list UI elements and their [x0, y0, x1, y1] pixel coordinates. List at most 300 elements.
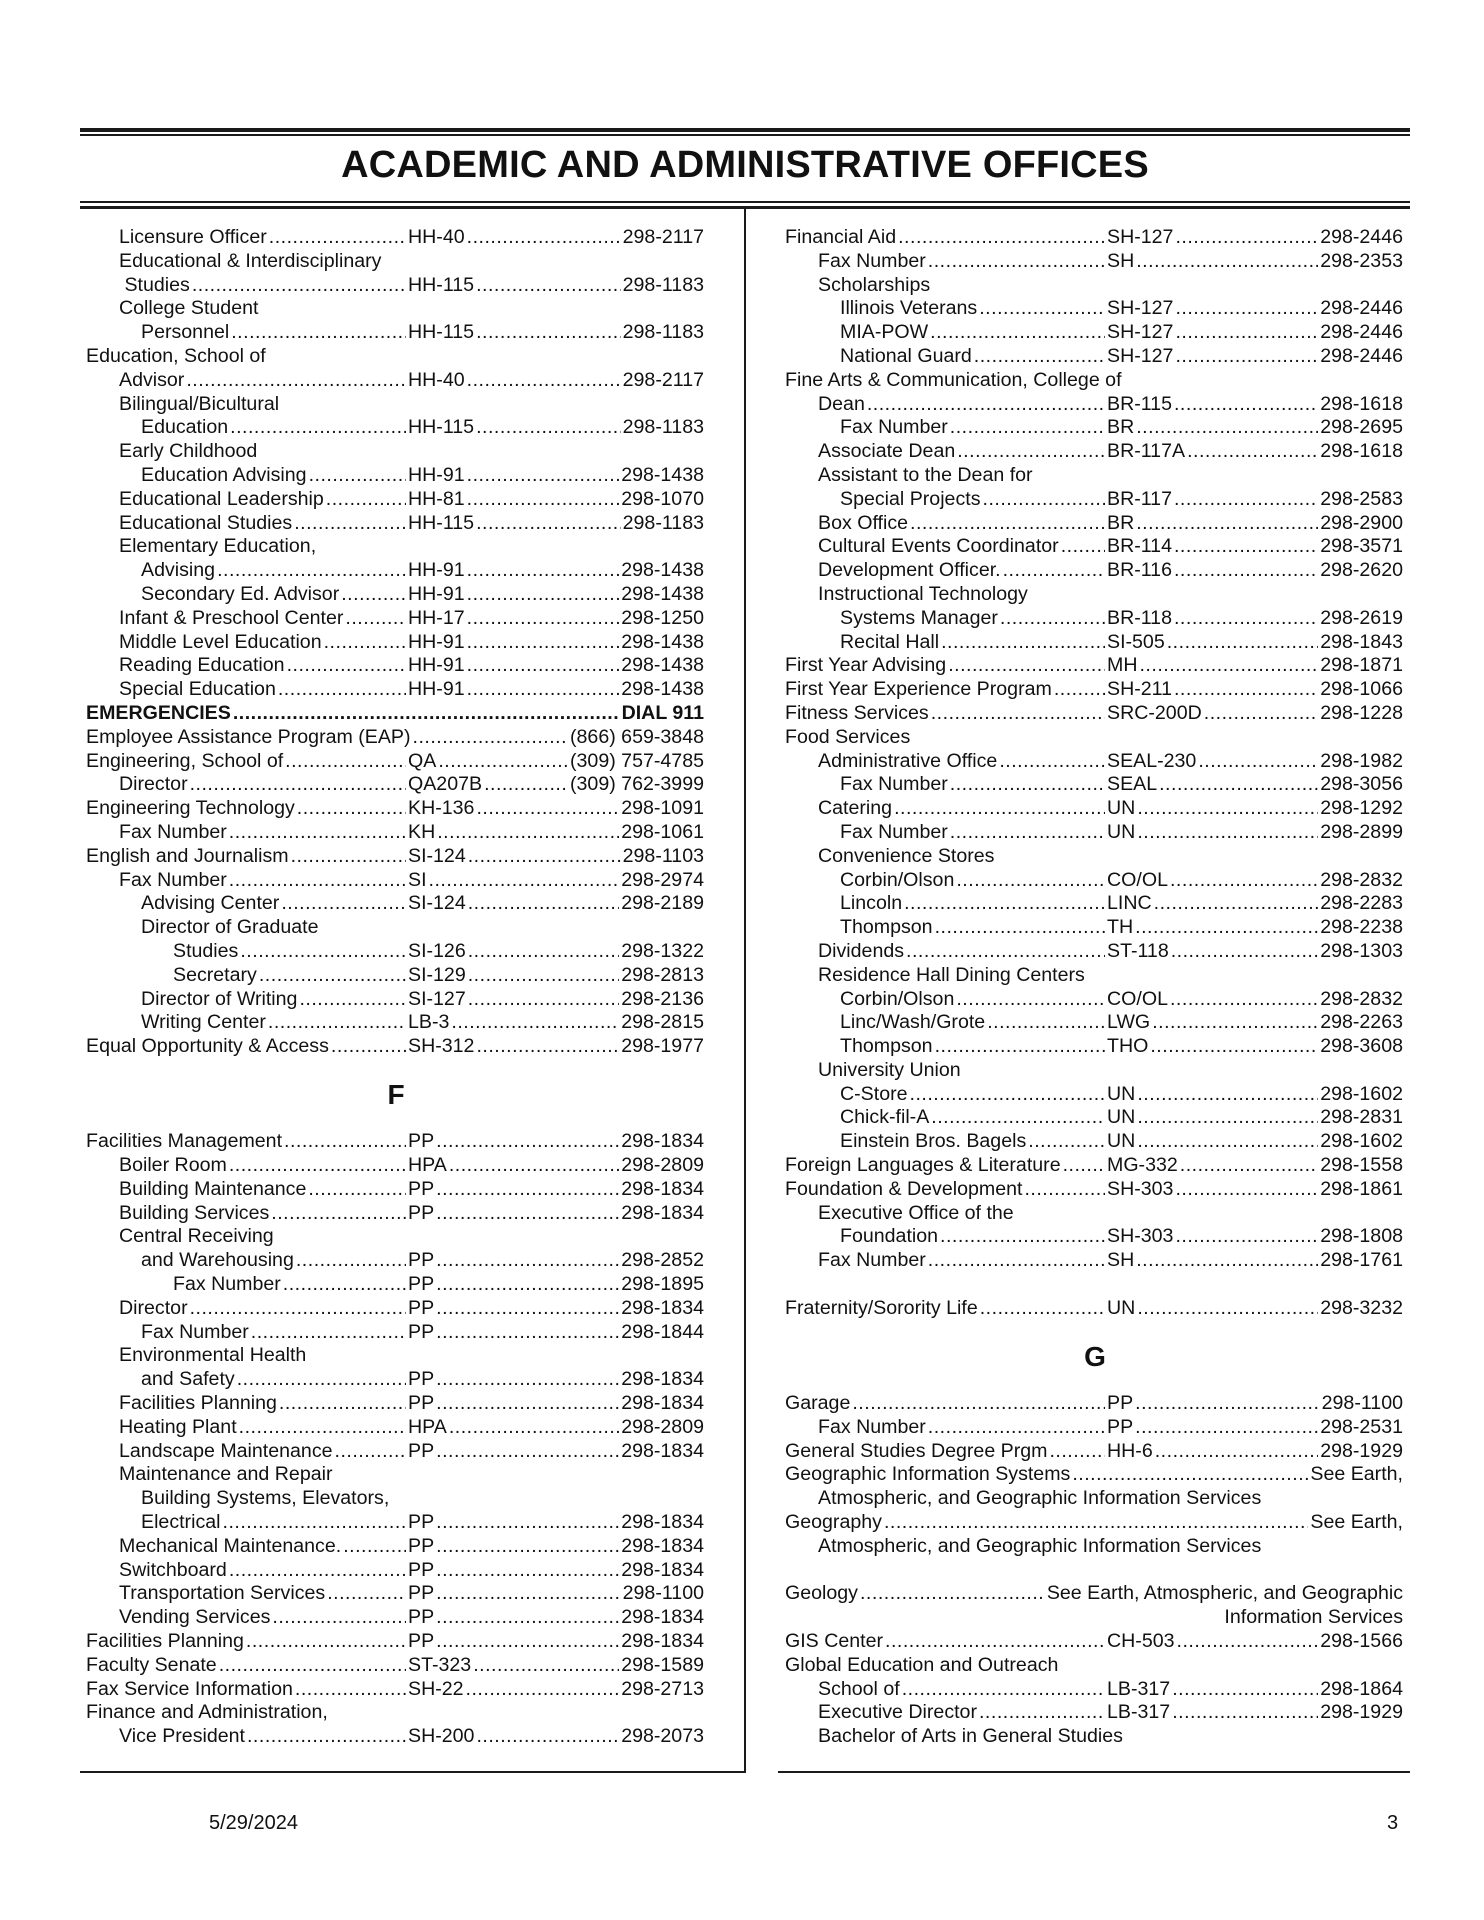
entry-phone: 298-1977: [621, 1035, 704, 1058]
directory-entry: [785, 1487, 1405, 1511]
entry-name: Engineering Technology: [86, 797, 295, 820]
entry-phone: 298-1834: [621, 1368, 704, 1391]
entry-phone: 298-1183: [622, 511, 704, 534]
entry-name: Advising: [141, 559, 216, 582]
entry-name: University Union: [818, 1058, 961, 1081]
entry-room: HH-115: [408, 273, 475, 296]
directory-entry: [86, 393, 706, 417]
dot-leader: [467, 369, 621, 393]
directory-entry: [785, 1011, 1405, 1035]
entry-phone: 298-1228: [1320, 701, 1403, 724]
directory-entry: [785, 940, 1405, 964]
dot-leader: [1063, 1154, 1105, 1178]
entry-name: Facilities Planning: [119, 1392, 277, 1415]
dot-leader: [272, 1606, 406, 1630]
directory-entry: [785, 1606, 1405, 1630]
directory-entry: [86, 1463, 706, 1487]
section-letter: G: [1084, 1340, 1106, 1372]
entry-room: LB-317: [1107, 1677, 1171, 1700]
directory-entry: [86, 1035, 706, 1059]
entry-room: CO/OL: [1107, 987, 1168, 1010]
entry-phone: 298-1303: [1320, 939, 1403, 962]
directory-entry: [785, 274, 1405, 298]
entry-name: Studies: [173, 939, 239, 962]
entry-phone: 298-1834: [621, 1130, 704, 1153]
entry-room: SI-124: [408, 892, 466, 915]
entry-room: UN: [1107, 1082, 1136, 1105]
entry-name: Mechanical Maintenance.: [119, 1534, 342, 1557]
entry-name: Convenience Stores: [818, 844, 995, 867]
dot-leader: [436, 1178, 619, 1202]
entry-phone: 298-1861: [1320, 1177, 1403, 1200]
entry-name: Secretary: [173, 963, 257, 986]
entry-room: SI-127: [408, 987, 466, 1010]
dot-leader: [928, 1416, 1105, 1440]
directory-entry: [785, 1059, 1405, 1083]
directory-entry: [86, 488, 706, 512]
dot-leader: [1135, 916, 1318, 940]
entry-phone: 298-2283: [1320, 892, 1403, 915]
dot-leader: [467, 631, 620, 655]
dot-leader: [476, 416, 621, 440]
dot-leader: [885, 1630, 1105, 1654]
directory-entry: [86, 1487, 706, 1511]
directory-entry: [785, 583, 1405, 607]
entry-name: Electrical: [141, 1511, 221, 1534]
entry-room: PP: [408, 1177, 435, 1200]
directory-entry: [86, 750, 706, 774]
directory-entry: [86, 1392, 706, 1416]
dot-leader: [343, 1535, 406, 1559]
entry-name: English and Journalism: [86, 844, 289, 867]
entry-name: Maintenance and Repair: [119, 1463, 333, 1486]
entry-room: LB-317: [1107, 1701, 1171, 1724]
entry-room: QA207B: [408, 773, 483, 796]
entry-phone: 298-1183: [622, 416, 704, 439]
entry-name: First Year Advising: [785, 654, 947, 677]
directory-entry: [785, 1392, 1405, 1416]
entry-phone: 298-2620: [1320, 559, 1403, 582]
directory-entry: [86, 1321, 706, 1345]
dot-leader: [904, 892, 1105, 916]
entry-name: Administrative Office: [818, 749, 998, 772]
directory-entry: [86, 607, 706, 631]
entry-room: HH-6: [1107, 1439, 1153, 1462]
directory-entry: [86, 226, 706, 250]
entry-name: Foundation & Development: [785, 1177, 1023, 1200]
entry-room: PP: [408, 1534, 435, 1557]
spacer: [785, 1273, 1405, 1297]
dot-leader: [1136, 512, 1318, 536]
directory-entry: [785, 773, 1405, 797]
dot-leader: [979, 297, 1105, 321]
dot-leader: [190, 773, 406, 797]
dot-leader: [467, 654, 620, 678]
page-title: ACADEMIC AND ADMINISTRATIVE OFFICES: [341, 144, 1149, 186]
dot-leader: [980, 1297, 1105, 1321]
entry-phone: 298-1761: [1320, 1249, 1403, 1272]
dot-leader: [476, 797, 619, 821]
entry-name: Licensure Officer: [119, 226, 267, 248]
spacer: [785, 1559, 1405, 1583]
dot-leader: [1171, 940, 1318, 964]
entry-phone: 298-2974: [621, 868, 704, 891]
directory-entry: [86, 1511, 706, 1535]
dot-leader: [233, 702, 620, 726]
entry-name: Fax Number: [840, 820, 948, 843]
right-directory-column: [785, 226, 1405, 1749]
directory-entry: [785, 750, 1405, 774]
directory-entry: [86, 1368, 706, 1392]
directory-entry: [785, 1725, 1405, 1749]
dot-leader: [468, 892, 619, 916]
directory-entry: [785, 869, 1405, 893]
dot-leader: [987, 1011, 1105, 1035]
entry-name: Educational Studies: [119, 511, 293, 534]
dot-leader: [436, 1606, 619, 1630]
entry-name: Early Childhood: [119, 440, 258, 463]
dot-leader: [476, 512, 621, 536]
dot-leader: [1137, 1083, 1318, 1107]
entry-name: Corbin/Olson: [840, 868, 955, 891]
directory-entry: [785, 321, 1405, 345]
entry-name: Geographic Information Systems: [785, 1463, 1071, 1486]
dot-leader: [467, 226, 621, 250]
entry-name: Geography: [785, 1511, 882, 1534]
entry-room: SH-127: [1107, 226, 1174, 248]
directory-entry: [785, 1582, 1405, 1606]
entry-room: SI-124: [408, 844, 466, 867]
entry-room: SH-22: [408, 1677, 464, 1700]
dot-leader: [950, 416, 1105, 440]
entry-name: Vending Services: [119, 1606, 271, 1629]
entry-name: Education, School of: [86, 344, 266, 367]
dot-leader: [1072, 1463, 1308, 1487]
entry-phone: 298-1834: [621, 1534, 704, 1557]
directory-entry: [86, 512, 706, 536]
entry-room: UN: [1107, 797, 1136, 820]
entry-room: SH-211: [1107, 678, 1172, 701]
entry-room: PP: [408, 1368, 435, 1391]
entry-name: Fax Service Information: [86, 1677, 293, 1700]
dot-leader: [217, 559, 406, 583]
dot-leader: [928, 250, 1105, 274]
dot-leader: [466, 1678, 620, 1702]
directory-entry: [785, 1178, 1405, 1202]
entry-name: Global Education and Outreach: [785, 1653, 1059, 1676]
entry-phone: 298-3056: [1320, 773, 1403, 796]
dot-leader: [910, 1083, 1105, 1107]
entry-name: Switchboard: [119, 1558, 227, 1581]
entry-phone: 298-1602: [1320, 1082, 1403, 1105]
entry-name: Thompson: [840, 916, 933, 939]
dot-leader: [930, 321, 1105, 345]
entry-name: College Student: [119, 297, 259, 320]
entry-continuation: Information Services: [1224, 1606, 1403, 1629]
dot-leader: [1174, 535, 1318, 559]
dot-leader: [1174, 678, 1318, 702]
directory-entry: [86, 797, 706, 821]
dot-leader: [436, 1392, 619, 1416]
entry-room: MG-332: [1107, 1154, 1178, 1177]
entry-phone: DIAL 911: [621, 701, 704, 724]
dot-leader: [1155, 1440, 1318, 1464]
entry-room: SH-200: [408, 1725, 475, 1748]
dot-leader: [1170, 869, 1318, 893]
dot-leader: [867, 393, 1105, 417]
entry-phone: 298-2073: [621, 1725, 704, 1748]
dot-leader: [436, 1297, 619, 1321]
dot-leader: [413, 726, 568, 750]
directory-entry: [785, 1463, 1405, 1487]
top-rule-thick: [80, 128, 1410, 132]
entry-phone: 298-3232: [1320, 1296, 1403, 1319]
directory-entry: [785, 1154, 1405, 1178]
entry-name: Building Maintenance: [119, 1177, 307, 1200]
entry-phone: 298-2619: [1320, 606, 1403, 629]
dot-leader: [935, 1035, 1105, 1059]
dot-leader: [309, 464, 406, 488]
dot-leader: [327, 1582, 406, 1606]
entry-name: Financial Aid: [785, 226, 897, 248]
entry-room: SI: [408, 868, 427, 891]
entry-room: ST-323: [408, 1653, 472, 1676]
entry-phone: See Earth,: [1310, 1463, 1403, 1486]
entry-name: Residence Hall Dining Centers: [818, 963, 1085, 986]
dot-leader: [467, 464, 620, 488]
entry-name: Thompson: [840, 1035, 933, 1058]
dot-leader: [1204, 702, 1318, 726]
directory-entry: [785, 607, 1405, 631]
directory-entry: [785, 1416, 1405, 1440]
dot-leader: [1172, 1678, 1318, 1702]
entry-name: Recital Hall: [840, 630, 940, 653]
directory-entry: [86, 1249, 706, 1273]
entry-room: PP: [408, 1130, 435, 1153]
directory-entry: [86, 416, 706, 440]
dot-leader: [940, 1225, 1105, 1249]
entry-name: Instructional Technology: [818, 582, 1028, 605]
dot-leader: [1139, 654, 1318, 678]
dot-leader: [438, 750, 568, 774]
dot-leader: [436, 1559, 619, 1583]
entry-name: Fax Number: [818, 1415, 926, 1438]
entry-phone: 298-1834: [621, 1439, 704, 1462]
directory-entry: [86, 1725, 706, 1749]
entry-name: Facilities Management: [86, 1130, 283, 1153]
entry-name: Cultural Events Coordinator: [818, 535, 1059, 558]
directory-entry: [785, 821, 1405, 845]
entry-name: Chick-fil-A: [840, 1106, 930, 1129]
dot-leader: [467, 583, 620, 607]
entry-phone: 298-1834: [621, 1296, 704, 1319]
directory-entry: [785, 1511, 1405, 1535]
dot-leader: [950, 821, 1105, 845]
entry-phone: 298-1183: [622, 321, 704, 344]
entry-name: Executive Office of the: [818, 1201, 1014, 1224]
dot-leader: [1154, 892, 1319, 916]
dot-leader: [279, 1392, 406, 1416]
entry-name: and Safety: [141, 1368, 235, 1391]
dot-leader: [983, 488, 1106, 512]
entry-name: Lincoln: [840, 892, 903, 915]
dot-leader: [285, 750, 406, 774]
entry-phone: 298-3608: [1320, 1035, 1403, 1058]
entry-room: SEAL-230: [1107, 749, 1197, 772]
directory-entry: [785, 1701, 1405, 1725]
entry-name: National Guard: [840, 344, 972, 367]
dot-leader: [229, 1154, 406, 1178]
directory-entry: [785, 512, 1405, 536]
entry-room: UN: [1107, 1130, 1136, 1153]
directory-entry: [86, 940, 706, 964]
dot-leader: [268, 1011, 406, 1035]
entry-phone: 298-1100: [622, 1582, 704, 1605]
dot-leader: [1174, 559, 1318, 583]
entry-phone: 298-1982: [1320, 749, 1403, 772]
entry-phone: 298-1589: [621, 1653, 704, 1676]
dot-leader: [437, 821, 619, 845]
entry-phone: 298-1061: [621, 820, 704, 843]
entry-name: Dividends: [818, 939, 905, 962]
entry-phone: 298-1292: [1320, 797, 1403, 820]
entry-room: BR-115: [1107, 392, 1172, 415]
entry-name: Employee Assistance Program (EAP): [86, 725, 411, 748]
dot-leader: [269, 226, 406, 250]
title-rule-thin: [80, 201, 1410, 203]
dot-leader: [473, 1654, 619, 1678]
entry-room: PP: [1107, 1392, 1134, 1415]
directory-entry: [86, 464, 706, 488]
dot-leader: [341, 583, 406, 607]
entry-phone: 298-1844: [621, 1320, 704, 1343]
entry-phone: 298-2531: [1320, 1415, 1403, 1438]
entry-name: and Warehousing: [141, 1249, 294, 1272]
entry-phone: 298-2238: [1320, 916, 1403, 939]
entry-name: School of: [818, 1677, 900, 1700]
dot-leader: [1136, 1249, 1318, 1273]
directory-entry: [785, 369, 1405, 393]
dot-leader: [291, 845, 406, 869]
entry-phone: 298-1070: [621, 487, 704, 510]
entry-room: SH-303: [1107, 1225, 1174, 1248]
dot-leader: [281, 892, 406, 916]
entry-phone: 298-1066: [1320, 678, 1403, 701]
dot-leader: [436, 1630, 619, 1654]
dot-leader: [467, 607, 620, 631]
dot-leader: [239, 1416, 406, 1440]
dot-leader: [229, 869, 406, 893]
dot-leader: [436, 1202, 619, 1226]
entry-name: Middle Level Education: [119, 630, 322, 653]
dot-leader: [956, 869, 1105, 893]
directory-entry: [86, 583, 706, 607]
bottom-rule-right: [778, 1771, 1410, 1773]
dot-leader: [476, 1725, 619, 1749]
entry-phone: 298-2713: [621, 1677, 704, 1700]
directory-entry: [785, 892, 1405, 916]
entry-name: Food Services: [785, 725, 911, 748]
directory-entry: [785, 988, 1405, 1012]
entry-phone: 298-1438: [621, 582, 704, 605]
dot-leader: [1054, 678, 1105, 702]
dot-leader: [928, 1249, 1105, 1273]
entry-name: Personnel: [141, 321, 230, 344]
dot-leader: [1003, 559, 1105, 583]
entry-room: SH-303: [1107, 1177, 1174, 1200]
directory-entry: [86, 297, 706, 321]
entry-room: HPA: [408, 1415, 447, 1438]
entry-room: LWG: [1107, 1011, 1151, 1034]
dot-leader: [1177, 1630, 1319, 1654]
directory-entry: [86, 1606, 706, 1630]
dot-leader: [436, 1273, 619, 1297]
entry-phone: 298-1438: [621, 559, 704, 582]
entry-phone: 298-2815: [621, 1011, 704, 1034]
entry-name: Linc/Wash/Grote: [840, 1011, 986, 1034]
entry-name: Building Systems, Elevators,: [141, 1487, 390, 1510]
dot-leader: [931, 702, 1105, 726]
dot-leader: [436, 1440, 619, 1464]
directory-entry: [86, 631, 706, 655]
entry-name: Engineering, School of: [86, 749, 284, 772]
entry-room: SH-312: [408, 1035, 475, 1058]
entry-name: Director: [119, 1296, 188, 1319]
dot-leader: [1167, 631, 1318, 655]
entry-phone: 298-2446: [1320, 321, 1403, 344]
entry-phone: 298-2899: [1320, 820, 1403, 843]
entry-phone: 298-2583: [1320, 487, 1403, 510]
dot-leader: [237, 1368, 406, 1392]
entry-name: Fax Number: [818, 1249, 926, 1272]
entry-name: Fax Number: [119, 868, 227, 891]
dot-leader: [1172, 1701, 1318, 1725]
entry-room: UN: [1107, 820, 1136, 843]
dot-leader: [295, 1678, 406, 1702]
entry-room: HH-40: [408, 368, 465, 391]
entry-name: Advising Center: [141, 892, 280, 915]
entry-room: BR: [1107, 511, 1135, 534]
dot-leader: [192, 274, 406, 298]
entry-name: Foreign Languages & Literature: [785, 1154, 1061, 1177]
entry-room: KH: [408, 820, 436, 843]
entry-room: SH-127: [1107, 297, 1174, 320]
entry-phone: 298-1438: [621, 630, 704, 653]
entry-room: PP: [408, 1630, 435, 1653]
directory-entry: [86, 1416, 706, 1440]
left-directory-column: [86, 226, 706, 1749]
entry-phone: 298-1100: [1321, 1392, 1403, 1415]
entry-room: PP: [1107, 1415, 1134, 1438]
dot-leader: [297, 797, 406, 821]
entry-phone: 298-1183: [622, 273, 704, 296]
entry-room: PP: [408, 1582, 435, 1605]
dot-leader: [476, 274, 621, 298]
dot-leader: [246, 1630, 406, 1654]
entry-room: SI-129: [408, 963, 466, 986]
dot-leader: [1174, 393, 1318, 417]
directory-entry: [785, 702, 1405, 726]
entry-name: Fax Number: [173, 1273, 281, 1296]
entry-phone: 298-2813: [621, 963, 704, 986]
directory-entry: [785, 1202, 1405, 1226]
dot-leader: [229, 1559, 406, 1583]
dot-leader: [1170, 988, 1318, 1012]
entry-name: MIA-POW: [840, 321, 929, 344]
directory-entry: [785, 345, 1405, 369]
directory-entry: [86, 369, 706, 393]
directory-entry: [86, 916, 706, 940]
